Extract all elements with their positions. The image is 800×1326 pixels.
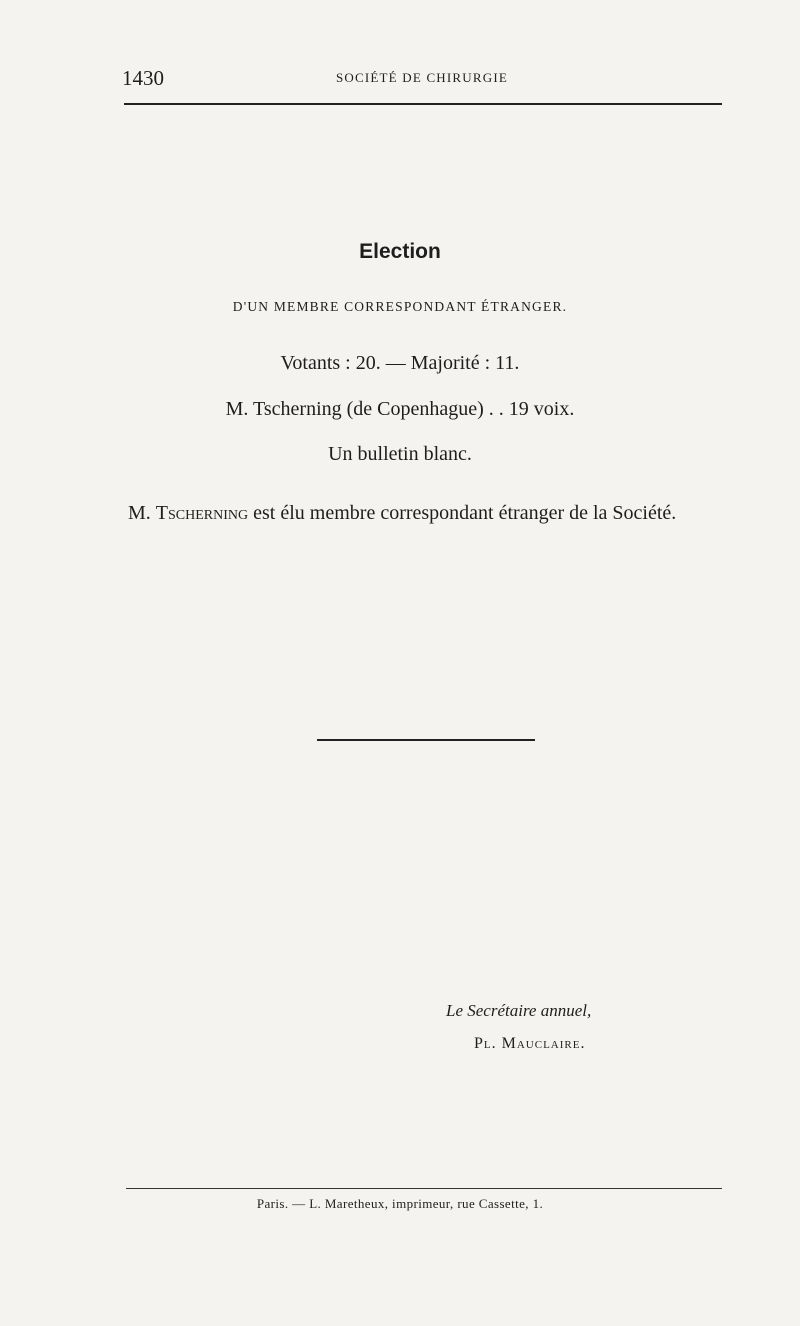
header-rule: [124, 103, 722, 105]
signature-role: Le Secrétaire annuel,: [446, 1001, 592, 1020]
running-title: SOCIÉTÉ DE CHIRURGIE: [335, 70, 509, 85]
section-title: Election: [359, 240, 441, 263]
page-number: 1430: [122, 66, 164, 90]
footer-rule: [126, 1188, 722, 1189]
votes-blank-line: Un bulletin blanc.: [328, 443, 472, 465]
result-prefix: M.: [128, 502, 151, 524]
election-result: [128, 500, 728, 526]
result-text: est élu membre correspondant étranger de la Société.: [253, 502, 677, 524]
section-divider: [317, 739, 535, 741]
running-head: [122, 66, 722, 90]
printer-imprint: Paris. — L. Maretheux, imprimeur, rue Cassette, 1.: [256, 1196, 544, 1211]
section-subtitle: D'UN MEMBRE CORRESPONDANT ÉTRANGER.: [232, 299, 568, 314]
votes-candidate-line: M. Tscherning (de Copenhague) . . 19 voix.: [225, 398, 575, 420]
votes-majority-line: Votants : 20. — Majorité : 11.: [280, 352, 520, 374]
result-name: Tscherning: [155, 502, 249, 524]
signature-name: Pl. Mauclaire.: [474, 1035, 586, 1052]
